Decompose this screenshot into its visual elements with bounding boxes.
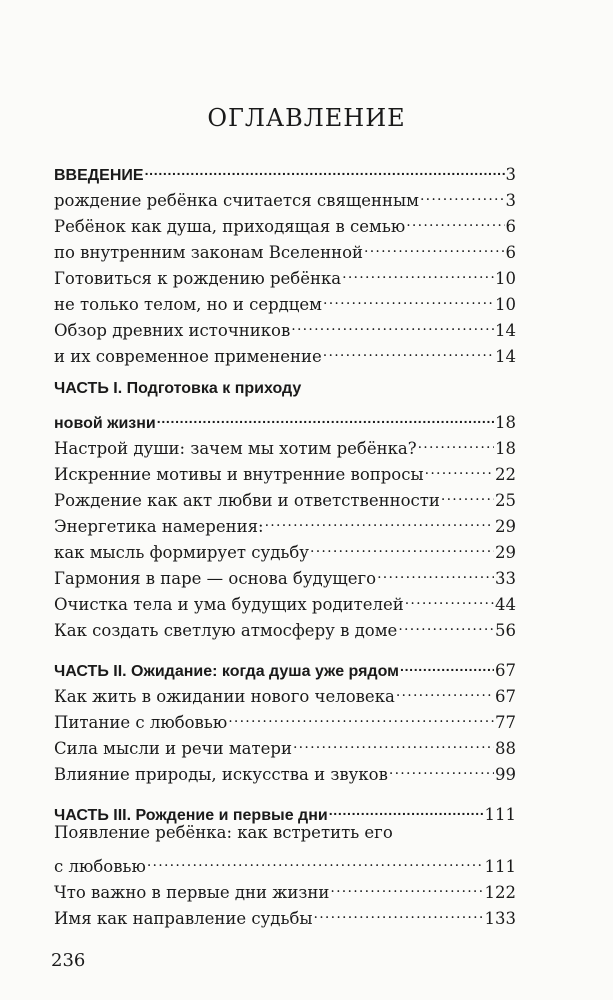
toc-part1-heading-line1[interactable]: ЧАСТЬ I. Подготовка к приходу — [54, 380, 302, 397]
toc-entry-page: 56 — [495, 621, 516, 640]
toc-entry-page: 122 — [484, 883, 516, 902]
toc-entry-page: 25 — [495, 491, 516, 510]
toc-part3-heading[interactable] — [54, 794, 516, 824]
toc-entry-title: Рождение как акт любви и ответственности — [54, 491, 440, 510]
dot-leader — [145, 154, 505, 180]
toc-entry-title: рождение ребёнка считается священным — [54, 191, 419, 210]
toc-entry-title: Влияние природы, искусства и звуков — [54, 765, 388, 784]
dot-leader — [330, 872, 483, 898]
dot-leader — [389, 754, 494, 780]
toc-entry-page: 3 — [505, 165, 516, 184]
toc-entry-title: Обзор древних источников — [54, 321, 291, 340]
toc-entry-title: и их современное применение — [54, 347, 322, 366]
dot-leader — [420, 180, 505, 206]
toc-entry-title: Очистка тела и ума будущих родителей — [54, 595, 404, 614]
dot-leader — [405, 584, 494, 610]
toc-entry-page: 133 — [484, 909, 516, 928]
toc-entry-page: 14 — [495, 347, 516, 366]
dot-leader — [323, 284, 494, 310]
toc-entry-title: Питание с любовью — [54, 713, 228, 732]
toc-entry-title: Имя как направление судьбы — [54, 909, 313, 928]
toc-entry-page: 111 — [484, 857, 516, 876]
dot-leader — [147, 846, 484, 872]
toc-entry-page: 29 — [495, 517, 516, 536]
toc-entry-title: Ребёнок как душа, приходящая в семью — [54, 217, 406, 236]
toc-part1-heading[interactable] — [54, 402, 516, 432]
dot-leader — [400, 650, 494, 676]
toc-part2-heading[interactable] — [54, 650, 516, 680]
toc-entry-intro-heading[interactable] — [54, 154, 516, 184]
dot-leader — [329, 794, 484, 820]
toc-entry-page: 88 — [495, 739, 516, 758]
toc-entry-title: Сила мысли и речи матери — [54, 739, 292, 758]
toc-entry-title: по внутренним законам Вселенной — [54, 243, 363, 262]
toc-entry-page: 77 — [495, 713, 516, 732]
toc-entry-page: 14 — [495, 321, 516, 340]
dot-leader — [291, 310, 494, 336]
toc-entry-title: Энергетика намерения: — [54, 517, 264, 536]
dot-leader — [310, 532, 494, 558]
toc-entry-page: 29 — [495, 543, 516, 562]
toc-entry-page: 18 — [495, 413, 516, 432]
dot-leader — [377, 558, 494, 584]
toc-entry-title: новой жизни — [54, 415, 156, 432]
toc-entry-page: 6 — [505, 243, 516, 262]
page-number: 236 — [51, 950, 86, 971]
toc-entry-page: 67 — [495, 687, 516, 706]
toc-entry-page: 3 — [505, 191, 516, 210]
toc-entry-title: с любовью — [54, 857, 146, 876]
table-of-contents — [54, 154, 516, 928]
dot-leader — [157, 402, 494, 428]
dot-leader — [342, 258, 494, 284]
dot-leader — [441, 480, 494, 506]
toc-entry-page: 33 — [495, 569, 516, 588]
toc-entry-title: Что важно в первые дни жизни — [54, 883, 330, 902]
toc-entry-title: не только телом, но и сердцем — [54, 295, 323, 314]
dot-leader — [364, 232, 505, 258]
toc-entry-title: как мысль формирует судьбу — [54, 543, 310, 562]
toc-entry-page: 67 — [495, 661, 516, 680]
toc-entry-title: Искренние мотивы и внутренние вопросы — [54, 465, 424, 484]
dot-leader — [323, 336, 494, 362]
toc-entry-page: 99 — [495, 765, 516, 784]
page-title: ОГЛАВЛЕНИЕ — [207, 104, 406, 132]
dot-leader — [293, 728, 494, 754]
toc-entry-title: Настрой души: зачем мы хотим ребёнка? — [54, 439, 417, 458]
toc-entry-title: Как создать светлую атмосферу в доме — [54, 621, 398, 640]
toc-entry-page: 6 — [505, 217, 516, 236]
toc-entry-page: 44 — [495, 595, 516, 614]
toc-entry-title: ЧАСТЬ III. Рождение и первые дни — [54, 807, 328, 824]
toc-entry-page: 22 — [495, 465, 516, 484]
dot-leader — [398, 610, 494, 636]
dot-leader — [265, 506, 494, 532]
dot-leader — [425, 454, 494, 480]
dot-leader — [396, 676, 494, 702]
toc-entry-line1[interactable]: Появление ребёнка: как встретить его — [54, 823, 393, 842]
toc-entry-title: Как жить в ожидании нового человека — [54, 687, 395, 706]
toc-entry-title: Готовиться к рождению ребёнка — [54, 269, 342, 288]
toc-entry-page: 10 — [495, 269, 516, 288]
toc-entry-page: 18 — [495, 439, 516, 458]
toc-entry-page: 111 — [484, 805, 516, 824]
dot-leader — [314, 898, 484, 924]
toc-entry-page: 10 — [495, 295, 516, 314]
toc-entry-title: Гармония в паре — основа будущего — [54, 569, 377, 588]
toc-entry-title: ВВЕДЕНИЕ — [54, 167, 144, 184]
toc-entry-title: ЧАСТЬ II. Ожидание: когда душа уже рядом — [54, 663, 399, 680]
dot-leader — [418, 428, 494, 454]
dot-leader — [406, 206, 504, 232]
dot-leader — [228, 702, 494, 728]
toc-entry[interactable] — [54, 846, 516, 876]
